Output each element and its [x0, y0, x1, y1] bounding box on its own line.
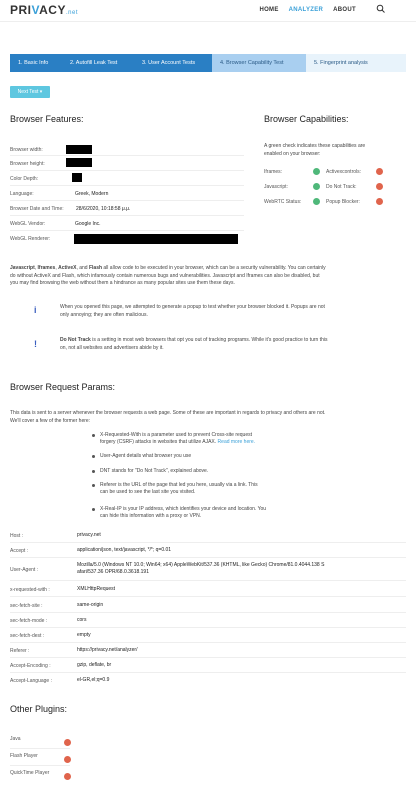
divider [10, 748, 70, 749]
exclamation-icon: ! [34, 339, 37, 349]
popup-callout-line-1: When you opened this page, we attempted to generate a popup to test whether your browser blocked it. Popups are not [60, 304, 325, 310]
main-nav [259, 7, 356, 13]
cap-label-webrtc: WebRTC Status: [264, 199, 302, 205]
other-plugins-title: Other Plugins: [10, 704, 68, 714]
user-agent-line-1: Mozilla/5.0 (Windows NT 10.0; Win64; x64) AppleWebKit/537.36 (KHTML, like Gecko) Chrome/81.0.4044.138 S [77, 562, 325, 568]
step-user-account-tests[interactable]: 3. User Account Tests [134, 54, 212, 72]
divider [10, 765, 70, 766]
divider [10, 672, 406, 673]
param-value-referer: https://privacy.net/analyzer/ [77, 647, 138, 653]
step-fingerprint-analysis[interactable]: 5. Fingerprint analysis [306, 54, 406, 72]
divider [10, 542, 406, 543]
request-intro [10, 410, 406, 425]
logo-text-pre: PRI [10, 3, 32, 17]
request-intro-line-2: We'll cover a few of the former here: [10, 417, 91, 424]
cap-label-activex: Activexcontrols: [326, 169, 362, 175]
bold-flash: Flash [88, 265, 103, 271]
status-dot-webrtc [313, 198, 320, 205]
divider [10, 612, 406, 613]
step-browser-capability-test[interactable]: 4. Browser Capability Test [212, 54, 306, 72]
status-dot-activex [376, 168, 383, 175]
search-icon[interactable] [376, 4, 386, 14]
redacted-width [66, 145, 92, 154]
request-intro-line-1: This data is sent to a server whenever the browser requests a web page. Some of these are important in regards to privacy and others are not. [10, 410, 326, 416]
param-value-user-agent [77, 562, 407, 576]
status-dot-java [64, 739, 71, 746]
feature-label-color-depth: Color Depth: [10, 176, 39, 182]
dnt-callout-line-1: is a setting in most web browsers that opt you out of tracking programs. While it's good practice to turn this [90, 337, 328, 343]
divider [10, 215, 244, 216]
bullet-user-agent: User-Agent details what browser you use [100, 453, 310, 460]
param-label-accept: Accept : [10, 548, 29, 554]
divider [10, 642, 406, 643]
bullet-4-line-1: Referer is the URL of the page that led you here, usually via a link. This [100, 482, 258, 488]
plugin-label-flash: Flash Player [10, 753, 38, 759]
security-line-2: do without ActiveX and Flash, which infamously contain numerous bugs and vulnerabilities. Javascript and Iframes can also be disabled, but [10, 272, 320, 279]
param-value-x-requested-with: XMLHttpRequest [77, 586, 116, 592]
feature-value-webgl-vendor: Google Inc. [75, 221, 101, 227]
security-paragraph: Javascript, Iframes, ActiveX, and Flash all allow code to be executed in your browser, which can be a security vulnerability. You can certainly do without ActiveX and Flash, which infamously contain numerous bugs and vulnerabilities. Javascript and Iframes can also be disabled, but you may find browsing the web without them a hindrance as many popular sites use them these days. [10, 265, 326, 286]
feature-label-webgl-vendor: WebGL Vendor: [10, 221, 46, 227]
dnt-callout-line-2: on, not all websites and advertisers abide by it. [60, 344, 164, 351]
param-label-user-agent: User-Agent : [10, 567, 39, 573]
param-value-host: privacy.net [77, 532, 101, 538]
param-label-sec-fetch-dest: sec-fetch-dest : [10, 633, 45, 639]
logo-text-ic: V [31, 3, 40, 17]
logo-text-suffix: .net [65, 10, 78, 16]
browser-features-title: Browser Features: [10, 114, 84, 124]
bold-iframes: Iframes [37, 265, 56, 271]
security-line-1: all allow code to be executed in your browser, which can be a security vulnerability. You can certainly [102, 265, 326, 271]
info-icon: i [34, 305, 37, 315]
popup-callout-line-2: only annoying; they are often malicious. [60, 311, 148, 318]
redacted-color-depth [72, 173, 82, 182]
plugin-label-quicktime: QuickTime Player [10, 770, 50, 776]
param-value-sec-fetch-mode: cors [77, 617, 87, 623]
bullet-1-line-2: forgery (CSRF) attacks in websites that utilize AJAX. [100, 439, 217, 445]
param-label-accept-encoding: Accept-Encoding : [10, 663, 51, 669]
feature-value-datetime: 28/6/2020, 10:18:58 μ.μ. [76, 206, 131, 212]
bullet-1-line-1: X-Requested-With is a parameter used to prevent Cross-site request [100, 432, 253, 438]
step-autofill-leak-test[interactable]: 2. Autofill Leak Test [62, 54, 134, 72]
cap-label-javascript: Javascript: [264, 184, 288, 190]
divider [10, 627, 406, 628]
bold-activex: ActiveX [58, 265, 77, 271]
feature-label-height: Browser height: [10, 161, 45, 167]
bullet-5-line-2: can hide this information with a proxy or VPN. [100, 513, 202, 519]
redacted-height [66, 158, 92, 167]
divider [10, 185, 244, 186]
cap-label-dnt: Do Not Track: [326, 184, 357, 190]
feature-label-datetime: Browser Date and Time: [10, 206, 64, 212]
divider [10, 155, 244, 156]
browser-capabilities-title: Browser Capabilities: [264, 114, 349, 124]
feature-label-language: Language: [10, 191, 34, 197]
status-dot-dnt [376, 183, 383, 190]
status-dot-quicktime [64, 773, 71, 780]
param-value-sec-fetch-site: same-origin [77, 602, 104, 608]
bold-do-not-track: Do Not Track [60, 337, 91, 343]
status-dot-iframes [313, 168, 320, 175]
cap-label-popup: Popup Blocker: [326, 199, 360, 205]
param-label-sec-fetch-site: sec-fetch-site : [10, 603, 43, 609]
feature-label-webgl-renderer: WebGL Renderer: [10, 236, 51, 242]
logo-text-post: ACY [39, 3, 66, 17]
capabilities-intro: A green check indicates these capabilities are enabled on your browser: [264, 143, 366, 157]
nav-analyzer[interactable]: ANALYZER [288, 7, 324, 13]
plugin-label-java: Java [10, 736, 21, 742]
param-value-accept: application/json, text/javascript, */*; q=0.01 [77, 547, 172, 553]
redacted-webgl-renderer [74, 234, 238, 244]
request-params-title: Browser Request Params: [10, 382, 116, 392]
next-test-button[interactable]: Next Test ▾ [10, 86, 50, 98]
popup-callout-text [60, 304, 400, 319]
divider [10, 580, 406, 581]
nav-about[interactable]: ABOUT [333, 7, 356, 13]
param-label-x-requested-with: x-requested-with : [10, 587, 50, 593]
nav-home[interactable]: HOME [259, 7, 279, 13]
bullet-4-line-2: can be used to see the last site you visited. [100, 489, 196, 495]
param-label-host: Host : [10, 533, 24, 539]
divider [10, 230, 244, 231]
divider [10, 596, 406, 597]
bullet-x-requested-with [100, 432, 310, 446]
bullet-5-line-1: X-Real-IP is your IP address, which identifies your device and location. You [100, 506, 267, 512]
divider [10, 657, 406, 658]
dnt-callout-text [60, 337, 400, 352]
bullet-referer [100, 482, 315, 496]
param-label-accept-language: Accept-Language : [10, 678, 52, 684]
site-header [0, 0, 416, 22]
bullet-dnt: DNT stands for "Do Not Track", explained above. [100, 468, 310, 475]
status-dot-javascript [313, 183, 320, 190]
read-more-link[interactable]: Read more here. [217, 439, 256, 445]
security-line-3: you may find browsing the web without them a hindrance as many popular sites use them these days. [10, 280, 235, 286]
divider [10, 170, 244, 171]
test-steps [10, 54, 406, 72]
status-dot-flash [64, 756, 71, 763]
divider [10, 200, 244, 201]
param-value-accept-language: el-GR,el;q=0.9 [77, 677, 110, 683]
user-agent-line-2: afari/537.36 OPR/68.0.3618.191 [77, 569, 149, 575]
feature-value-language: Greek, Modern [75, 191, 109, 197]
feature-label-width: Browser width: [10, 147, 43, 153]
status-dot-popup [376, 198, 383, 205]
param-value-sec-fetch-dest: empty [77, 632, 91, 638]
site-logo[interactable] [10, 3, 78, 17]
divider [10, 557, 406, 558]
param-label-referer: Referer : [10, 648, 30, 654]
param-value-accept-encoding: gzip, deflate, br [77, 662, 112, 668]
step-basic-info[interactable]: 1. Basic Info [10, 54, 62, 72]
cap-label-iframes: Iframes: [264, 169, 283, 175]
param-label-sec-fetch-mode: sec-fetch-mode : [10, 618, 48, 624]
bullet-x-real-ip [100, 506, 315, 520]
bold-javascript: Javascript [10, 265, 35, 271]
